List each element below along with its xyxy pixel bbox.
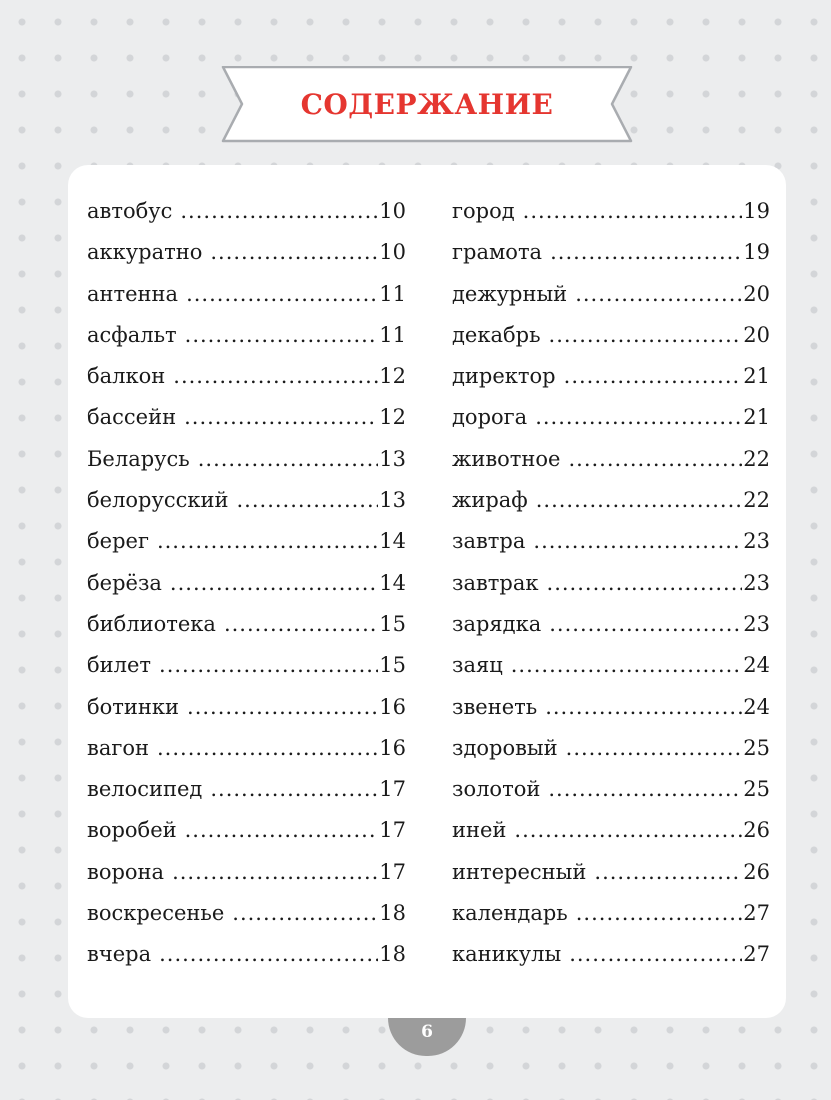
dot-leader: [198, 447, 379, 471]
entry-page: 21: [743, 405, 770, 430]
entry-word: автобус: [87, 199, 173, 223]
entry-word: ворона: [87, 859, 165, 884]
entry-page: 19: [743, 240, 770, 265]
entry-word: животное: [452, 446, 561, 471]
entry-word: интересный: [452, 859, 587, 884]
contents-entry: [87, 860, 406, 901]
entry-page: 19: [743, 199, 770, 223]
dot-leader: [232, 901, 378, 925]
dot-leader: [210, 240, 378, 264]
dot-leader: [237, 488, 379, 512]
dot-leader: [549, 323, 743, 347]
dot-leader: [180, 199, 378, 223]
entry-word: асфальт: [87, 322, 177, 347]
entry-page: 13: [379, 488, 406, 513]
dot-leader: [159, 653, 378, 677]
dot-leader: [550, 240, 742, 264]
entry-page: 27: [743, 942, 770, 967]
entry-page: 27: [743, 901, 770, 926]
entry-word: велосипед: [87, 777, 203, 802]
dot-leader: [568, 447, 742, 471]
entry-page: 26: [743, 818, 770, 843]
contents-entry: [452, 695, 770, 736]
entry-word: здоровый: [452, 735, 558, 760]
entry-page: 18: [379, 942, 406, 967]
entry-word: воробей: [87, 818, 177, 843]
page-number-tab: [388, 1018, 466, 1056]
entry-word: белорусский: [87, 488, 229, 513]
title-banner: [219, 66, 635, 146]
dot-leader: [187, 695, 378, 719]
entry-word: грамота: [452, 240, 543, 265]
entry-page: 15: [379, 611, 406, 636]
dot-leader: [575, 282, 742, 306]
contents-entry: [452, 488, 770, 529]
entry-page: 23: [743, 570, 770, 595]
entry-word: вагон: [87, 735, 149, 760]
entry-word: библиотека: [87, 611, 216, 636]
contents-entry: [87, 405, 406, 446]
entry-word: Беларусь: [87, 446, 190, 471]
entry-word: дежурный: [452, 281, 568, 306]
contents-entry: [87, 901, 406, 942]
dot-leader: [224, 612, 378, 636]
dot-leader: [536, 488, 743, 512]
entry-page: 26: [743, 859, 770, 884]
dot-leader: [159, 942, 378, 966]
dot-leader: [566, 736, 743, 760]
dot-leader: [157, 736, 378, 760]
page-title: СОДЕРЖАНИЕ: [300, 88, 554, 121]
entry-word: город: [452, 199, 515, 223]
entry-page: 22: [743, 488, 770, 513]
entry-page: 25: [743, 777, 770, 802]
dot-leader: [172, 860, 378, 884]
dot-leader: [547, 571, 743, 595]
dot-leader: [511, 653, 743, 677]
dot-leader: [186, 282, 378, 306]
entry-word: берег: [87, 529, 149, 554]
dot-leader: [185, 323, 379, 347]
dot-leader: [594, 860, 742, 884]
contents-card: [68, 165, 786, 1018]
contents-entry: [452, 777, 770, 818]
entry-page: 20: [743, 322, 770, 347]
contents-entry: [87, 942, 406, 983]
dot-leader: [569, 942, 742, 966]
entry-page: 16: [379, 694, 406, 719]
dot-leader: [533, 529, 742, 553]
entry-page: 13: [379, 446, 406, 471]
contents-entry: [452, 860, 770, 901]
entry-word: завтрак: [452, 570, 539, 595]
contents-entry: [87, 529, 406, 570]
contents-entry: [452, 736, 770, 777]
dot-leader: [514, 818, 742, 842]
contents-column-right: [452, 199, 770, 984]
contents-entry: [87, 571, 406, 612]
dot-leader: [184, 405, 378, 429]
contents-entry: [87, 364, 406, 405]
contents-entry: [452, 199, 770, 240]
contents-entry: [452, 282, 770, 323]
dot-leader: [535, 405, 742, 429]
entry-word: воскресенье: [87, 901, 225, 926]
entry-word: ботинки: [87, 694, 180, 719]
entry-page: 11: [379, 281, 406, 306]
entry-word: бассейн: [87, 405, 177, 430]
contents-entry: [452, 901, 770, 942]
entry-word: билет: [87, 653, 152, 678]
contents-entry: [452, 942, 770, 983]
entry-word: календарь: [452, 901, 568, 926]
entry-page: 11: [379, 322, 406, 347]
dot-leader: [548, 777, 742, 801]
contents-entry: [452, 240, 770, 281]
entry-page: 17: [379, 859, 406, 884]
entry-word: декабрь: [452, 322, 541, 347]
entry-page: 24: [743, 694, 770, 719]
entry-page: 16: [379, 735, 406, 760]
dot-leader: [157, 529, 378, 553]
page-number: 6: [421, 1022, 433, 1042]
contents-entry: [87, 695, 406, 736]
entry-page: 15: [379, 653, 406, 678]
dot-leader: [210, 777, 378, 801]
entry-word: антенна: [87, 281, 179, 306]
contents-entry: [452, 653, 770, 694]
entry-page: 14: [379, 570, 406, 595]
entry-page: 12: [379, 364, 406, 389]
entry-page: 22: [743, 446, 770, 471]
entry-page: 10: [379, 199, 406, 223]
contents-entry: [452, 405, 770, 446]
contents-entry: [87, 240, 406, 281]
contents-entry: [452, 571, 770, 612]
contents-entry: [452, 612, 770, 653]
entry-word: вчера: [87, 942, 152, 967]
entry-page: 21: [743, 364, 770, 389]
contents-entry: [87, 777, 406, 818]
contents-entry: [87, 818, 406, 859]
contents-entry: [452, 447, 770, 488]
entry-word: жираф: [452, 488, 528, 513]
entry-word: берёза: [87, 570, 162, 595]
contents-entry: [87, 199, 406, 240]
entry-word: аккуратно: [87, 240, 203, 265]
dot-leader: [564, 364, 743, 388]
entry-page: 10: [379, 240, 406, 265]
dot-leader: [545, 695, 742, 719]
entry-word: каникулы: [452, 942, 562, 967]
entry-page: 20: [743, 281, 770, 306]
entry-word: звенеть: [452, 694, 538, 719]
dot-leader: [576, 901, 743, 925]
contents-entry: [87, 447, 406, 488]
dot-leader: [549, 612, 742, 636]
contents-entry: [452, 529, 770, 570]
contents-column-left: [87, 199, 406, 984]
contents-entry: [452, 364, 770, 405]
entry-page: 14: [379, 529, 406, 554]
contents-entry: [87, 488, 406, 529]
dot-leader: [185, 818, 379, 842]
dot-leader: [170, 571, 378, 595]
contents-entry: [87, 612, 406, 653]
contents-entry: [87, 736, 406, 777]
entry-page: 24: [743, 653, 770, 678]
entry-page: 12: [379, 405, 406, 430]
entry-page: 18: [379, 901, 406, 926]
contents-entry: [452, 323, 770, 364]
entry-page: 23: [743, 611, 770, 636]
entry-word: директор: [452, 364, 556, 389]
entry-word: дорога: [452, 405, 528, 430]
entry-word: заяц: [452, 653, 503, 678]
entry-page: 17: [379, 818, 406, 843]
contents-entry: [87, 653, 406, 694]
entry-page: 25: [743, 735, 770, 760]
entry-word: иней: [452, 818, 507, 843]
entry-page: 17: [379, 777, 406, 802]
entry-word: завтра: [452, 529, 526, 554]
entry-word: балкон: [87, 364, 166, 389]
contents-entry: [87, 323, 406, 364]
dot-leader: [523, 199, 743, 223]
dot-leader: [173, 364, 378, 388]
entry-word: золотой: [452, 777, 541, 802]
entry-word: зарядка: [452, 611, 542, 636]
contents-entry: [452, 818, 770, 859]
contents-entry: [87, 282, 406, 323]
entry-page: 23: [743, 529, 770, 554]
